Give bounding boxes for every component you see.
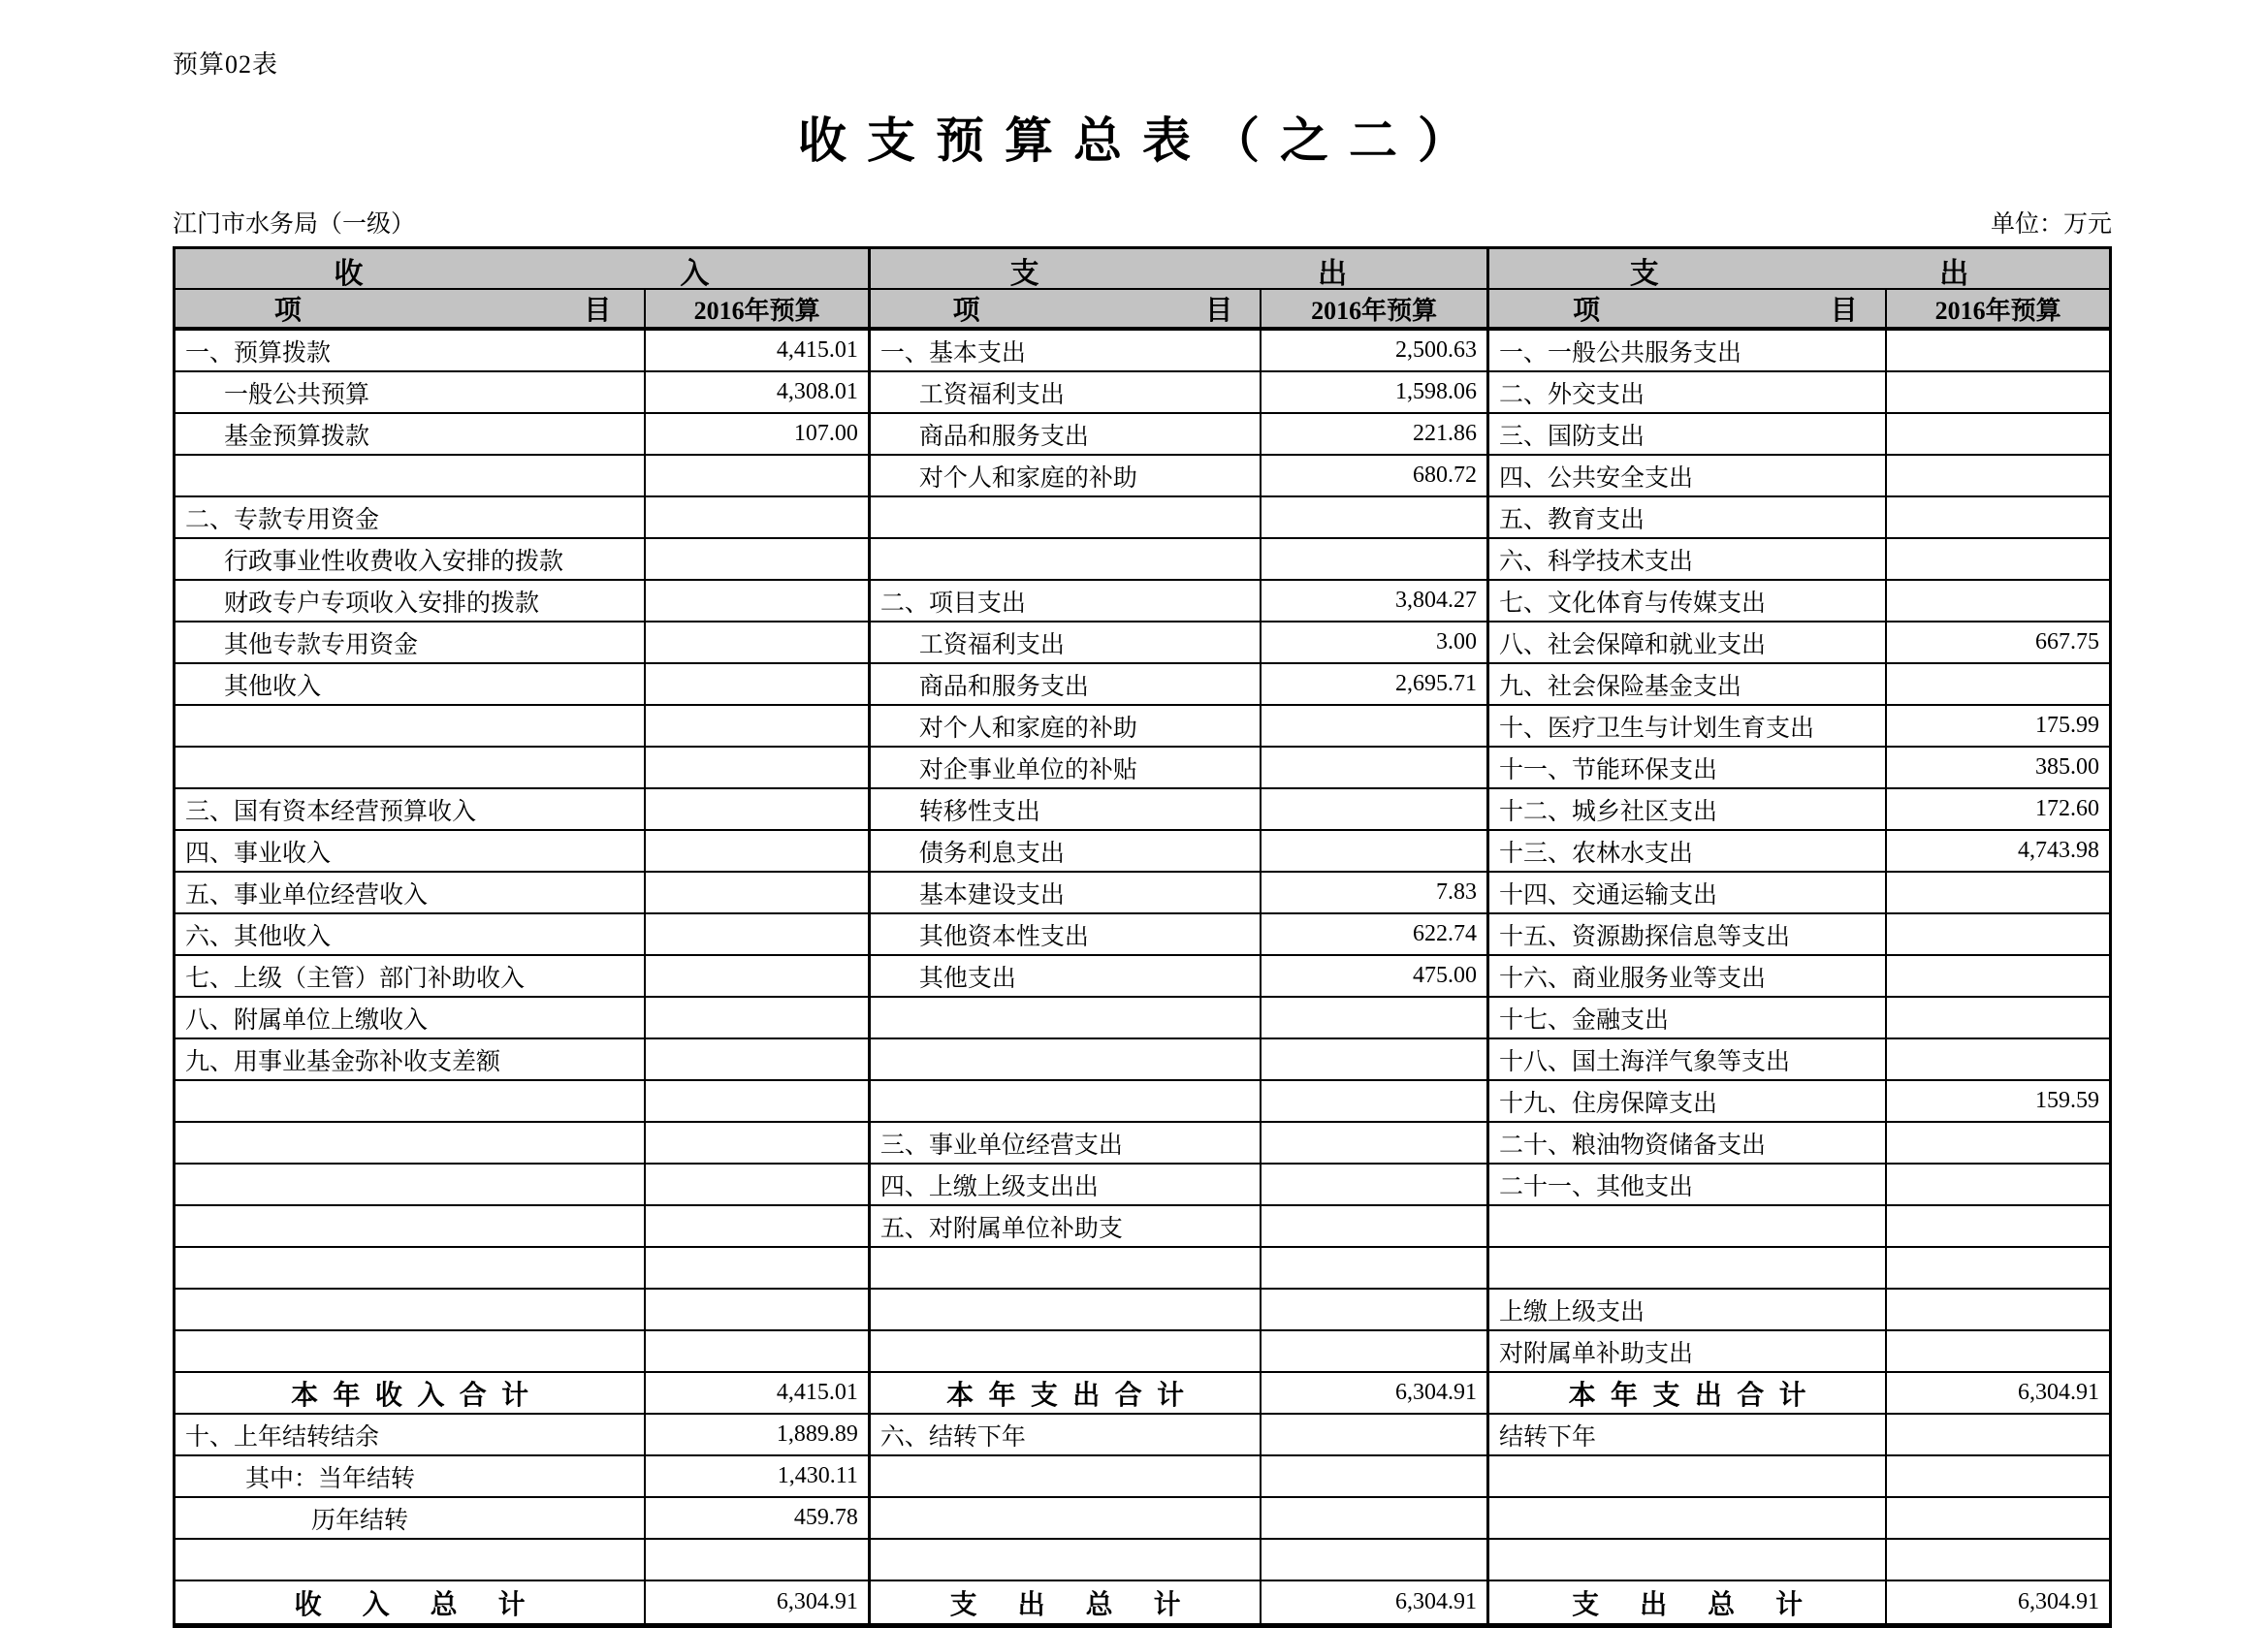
item-cell (176, 706, 646, 746)
item-cell: 七、上级（主管）部门补助收入 (176, 956, 646, 996)
item-cell: 六、其他收入 (176, 914, 646, 954)
item-cell: 一般公共预算 (176, 372, 646, 412)
table-row (176, 789, 2109, 831)
value-cell: 6,304.91 (1262, 1373, 1489, 1413)
item-cell: 支出总计 (871, 1581, 1262, 1623)
item-cell: 财政专户专项收入安排的拨款 (176, 581, 646, 621)
table-row (176, 664, 2109, 706)
item-cell: 十六、商业服务业等支出 (1489, 956, 1887, 996)
table-row (176, 998, 2109, 1039)
value-cell: 459.78 (646, 1498, 871, 1538)
table-header-group-row (176, 249, 2109, 290)
item-cell: 其中：当年结转 (176, 1456, 646, 1496)
item-cell: 行政事业性收费收入安排的拨款 (176, 539, 646, 579)
item-cell: 商品和服务支出 (871, 664, 1262, 704)
item-cell (1489, 1498, 1887, 1538)
item-cell (176, 1248, 646, 1288)
value-cell (1887, 956, 2109, 996)
value-cell: 1,598.06 (1262, 372, 1489, 412)
item-cell (871, 998, 1262, 1037)
value-cell (646, 831, 871, 871)
table-row (176, 331, 2109, 372)
table-row (176, 372, 2109, 414)
table-row (176, 1581, 2109, 1623)
item-cell: 基本建设支出 (871, 873, 1262, 912)
table-row (176, 414, 2109, 456)
value-cell: 6,304.91 (1262, 1581, 1489, 1623)
value-cell (646, 622, 871, 662)
value-cell (1887, 1039, 2109, 1079)
value-column-header: 2016年预算 (1934, 296, 2061, 325)
item-cell (871, 497, 1262, 537)
org-name: 江门市水务局（一级） (173, 211, 416, 238)
value-cell (1887, 372, 2109, 412)
item-cell (871, 1331, 1262, 1371)
item-cell (176, 748, 646, 787)
item-cell: 十一、节能环保支出 (1489, 748, 1887, 787)
doc-label: 预算02表 (173, 50, 279, 79)
item-cell: 八、社会保障和就业支出 (1489, 622, 1887, 662)
item-column-header (176, 290, 646, 327)
value-cell (1262, 497, 1489, 537)
group-header-cell (1489, 249, 2109, 292)
value-cell (646, 1331, 871, 1371)
item-cell: 一、预算拨款 (176, 331, 646, 370)
table-row (176, 1039, 2109, 1081)
item-cell (176, 1540, 646, 1580)
item-cell (871, 1540, 1262, 1580)
item-header-right: 目 (1830, 296, 1858, 326)
item-cell: 收入总计 (176, 1581, 646, 1623)
table-header-column-row (176, 290, 2109, 331)
value-cell (1262, 998, 1489, 1037)
item-column-header (871, 290, 1262, 327)
item-cell: 四、公共安全支出 (1489, 456, 1887, 495)
value-cell: 175.99 (2034, 713, 2099, 738)
item-cell: 历年结转 (176, 1498, 646, 1538)
value-cell (1887, 873, 2109, 912)
item-cell: 一、基本支出 (871, 331, 1262, 370)
group-label-left: 收 (334, 258, 364, 290)
item-cell: 转移性支出 (871, 789, 1262, 829)
value-cell (1262, 1290, 1489, 1329)
item-column-header (1489, 290, 1887, 327)
item-cell (1489, 1248, 1887, 1288)
table-row (176, 1290, 2109, 1331)
value-cell (646, 706, 871, 746)
item-cell (871, 1290, 1262, 1329)
value-cell (646, 1039, 871, 1079)
item-cell: 十七、金融支出 (1489, 998, 1887, 1037)
table-row (176, 831, 2109, 873)
item-cell: 五、事业单位经营收入 (176, 873, 646, 912)
value-cell (1887, 1165, 2109, 1204)
value-cell (1887, 914, 2109, 954)
item-cell: 十九、住房保障支出 (1489, 1081, 1887, 1121)
value-cell: 4,415.01 (646, 331, 871, 370)
value-cell (646, 664, 871, 704)
value-cell (646, 789, 871, 829)
value-cell: 3,804.27 (1262, 581, 1489, 621)
value-cell (1887, 1248, 2109, 1288)
value-column-header: 2016年预算 (1262, 290, 1489, 327)
value-cell: 385.00 (2034, 754, 2099, 780)
item-cell: 四、事业收入 (176, 831, 646, 871)
table-row (176, 497, 2109, 539)
value-cell (1262, 831, 1489, 871)
table-row (176, 956, 2109, 998)
value-cell (1262, 1248, 1489, 1288)
value-cell (646, 956, 871, 996)
value-cell (1887, 539, 2109, 579)
value-cell (646, 581, 871, 621)
item-cell (176, 1290, 646, 1329)
value-cell: 3.00 (1262, 622, 1489, 662)
table-row (176, 1165, 2109, 1206)
value-cell (1262, 1165, 1489, 1204)
value-cell: 1,889.89 (646, 1415, 871, 1454)
value-cell (1887, 331, 2109, 370)
item-cell: 本年收入合计 (176, 1373, 646, 1413)
value-cell: 6,304.91 (646, 1581, 871, 1623)
value-cell (1262, 1456, 1489, 1496)
budget-table (173, 246, 2112, 1628)
item-cell: 七、文化体育与传媒支出 (1489, 581, 1887, 621)
value-cell (1262, 1081, 1489, 1121)
item-cell: 基金预算拨款 (176, 414, 646, 454)
item-header-right: 目 (584, 296, 612, 326)
value-column-header: 2016年预算 (646, 290, 871, 327)
value-cell: 4,308.01 (646, 372, 871, 412)
value-cell (1262, 1206, 1489, 1246)
value-cell (1262, 1540, 1489, 1580)
value-cell (1887, 1540, 2109, 1580)
value-cell: 2,695.71 (1262, 664, 1489, 704)
item-cell: 十、医疗卫生与计划生育支出 (1489, 706, 1887, 746)
value-cell (646, 1248, 871, 1288)
item-cell: 九、用事业基金弥补收支差额 (176, 1039, 646, 1079)
item-cell (871, 1498, 1262, 1538)
item-cell: 二、外交支出 (1489, 372, 1887, 412)
value-cell (646, 748, 871, 787)
item-cell (176, 1081, 646, 1121)
value-cell (646, 1165, 871, 1204)
item-cell: 二、专款专用资金 (176, 497, 646, 537)
item-cell (871, 539, 1262, 579)
value-cell (1262, 748, 1489, 787)
item-cell (176, 1206, 646, 1246)
value-cell: 1,430.11 (646, 1456, 871, 1496)
table-row (176, 748, 2109, 789)
table-row (176, 1415, 2109, 1456)
value-cell: 2,500.63 (1262, 331, 1489, 370)
group-label-right: 出 (1939, 258, 1969, 290)
value-cell (1887, 497, 2109, 537)
item-cell (176, 1123, 646, 1163)
value-cell: 221.86 (1262, 414, 1489, 454)
value-cell (646, 998, 871, 1037)
value-cell (1887, 414, 2109, 454)
group-label-left: 支 (1629, 258, 1659, 290)
item-cell: 支出总计 (1489, 1581, 1887, 1623)
table-row (176, 1206, 2109, 1248)
item-cell: 本年支出合计 (1489, 1373, 1887, 1413)
item-cell: 六、科学技术支出 (1489, 539, 1887, 579)
value-cell: 475.00 (1262, 956, 1489, 996)
value-cell (646, 539, 871, 579)
value-cell: 7.83 (1262, 873, 1489, 912)
value-cell: 6,304.91 (2017, 1589, 2099, 1614)
item-cell: 六、结转下年 (871, 1415, 1262, 1454)
group-label-left: 支 (1009, 258, 1039, 290)
value-cell: 6,304.91 (2017, 1380, 2099, 1405)
value-cell (1262, 1415, 1489, 1454)
item-cell (1489, 1456, 1887, 1496)
item-cell: 四、上缴上级支出出 (871, 1165, 1262, 1204)
group-header-cell (871, 249, 1489, 292)
value-cell (1887, 1415, 2109, 1454)
item-cell: 八、附属单位上缴收入 (176, 998, 646, 1037)
item-cell: 商品和服务支出 (871, 414, 1262, 454)
item-cell: 十、上年结转结余 (176, 1415, 646, 1454)
item-cell: 工资福利支出 (871, 372, 1262, 412)
item-cell: 十八、国土海洋气象等支出 (1489, 1039, 1887, 1079)
item-cell: 二、项目支出 (871, 581, 1262, 621)
value-cell: 107.00 (646, 414, 871, 454)
item-header-left: 项 (952, 296, 980, 326)
value-cell (1887, 456, 2109, 495)
table-row (176, 1540, 2109, 1581)
item-cell: 本年支出合计 (871, 1373, 1262, 1413)
value-cell (1887, 1456, 2109, 1496)
item-cell: 一、一般公共服务支出 (1489, 331, 1887, 370)
value-cell: 4,743.98 (2017, 838, 2099, 863)
value-cell: 4,415.01 (646, 1373, 871, 1413)
table-row (176, 1456, 2109, 1498)
table-row (176, 1123, 2109, 1165)
table-row (176, 1373, 2109, 1415)
value-cell (1262, 1123, 1489, 1163)
item-cell: 债务利息支出 (871, 831, 1262, 871)
value-cell (1262, 539, 1489, 579)
value-cell: 667.75 (2034, 629, 2099, 654)
item-cell (871, 1039, 1262, 1079)
item-header-left: 项 (273, 296, 302, 326)
item-cell (1489, 1206, 1887, 1246)
table-row (176, 1081, 2109, 1123)
table-row (176, 873, 2109, 914)
item-cell (1489, 1540, 1887, 1580)
item-cell (176, 1165, 646, 1204)
value-cell: 622.74 (1262, 914, 1489, 954)
value-cell (1262, 789, 1489, 829)
value-cell: 159.59 (2034, 1088, 2099, 1113)
value-cell (1887, 581, 2109, 621)
item-cell: 结转下年 (1489, 1415, 1887, 1454)
group-label-right: 出 (1318, 258, 1348, 290)
value-cell (1887, 1123, 2109, 1163)
table-row (176, 1331, 2109, 1373)
item-header-left: 项 (1573, 296, 1601, 326)
value-cell (646, 1206, 871, 1246)
item-cell: 工资福利支出 (871, 622, 1262, 662)
value-cell (646, 1540, 871, 1580)
table-row (176, 581, 2109, 622)
item-cell: 五、对附属单位补助支 (871, 1206, 1262, 1246)
value-cell (646, 497, 871, 537)
value-cell (646, 914, 871, 954)
item-cell: 对个人和家庭的补助 (871, 456, 1262, 495)
value-cell (1887, 998, 2109, 1037)
item-cell (176, 456, 646, 495)
value-cell: 680.72 (1262, 456, 1489, 495)
value-cell (1262, 1039, 1489, 1079)
value-cell (1887, 1290, 2109, 1329)
item-cell: 九、社会保险基金支出 (1489, 664, 1887, 704)
group-label-right: 入 (680, 258, 710, 290)
value-cell (646, 456, 871, 495)
item-cell (871, 1456, 1262, 1496)
item-cell: 对个人和家庭的补助 (871, 706, 1262, 746)
value-cell (646, 1081, 871, 1121)
item-cell: 二十一、其他支出 (1489, 1165, 1887, 1204)
table-row (176, 1248, 2109, 1290)
table-row (176, 914, 2109, 956)
table-row (176, 622, 2109, 664)
item-cell: 其他资本性支出 (871, 914, 1262, 954)
item-cell (871, 1248, 1262, 1288)
item-cell: 对附属单补助支出 (1489, 1331, 1887, 1371)
table-row (176, 706, 2109, 748)
table-row (176, 539, 2109, 581)
item-cell: 对企事业单位的补贴 (871, 748, 1262, 787)
value-cell (1887, 1206, 2109, 1246)
value-cell (1887, 664, 2109, 704)
item-cell: 上缴上级支出 (1489, 1290, 1887, 1329)
group-header-cell (176, 249, 871, 292)
item-cell: 其他专款专用资金 (176, 622, 646, 662)
page-title: 收支预算总表（之二） (798, 113, 1486, 168)
item-cell: 五、教育支出 (1489, 497, 1887, 537)
item-header-right: 目 (1205, 296, 1233, 326)
item-cell: 三、国防支出 (1489, 414, 1887, 454)
table-row (176, 456, 2109, 497)
value-cell (1887, 1331, 2109, 1371)
value-cell (1262, 1331, 1489, 1371)
item-cell: 二十、粮油物资储备支出 (1489, 1123, 1887, 1163)
item-cell: 十五、资源勘探信息等支出 (1489, 914, 1887, 954)
item-cell: 十二、城乡社区支出 (1489, 789, 1887, 829)
value-cell (646, 1290, 871, 1329)
unit-label: 单位：万元 (1990, 211, 2112, 238)
value-cell (646, 873, 871, 912)
item-cell: 十四、交通运输支出 (1489, 873, 1887, 912)
item-cell: 十三、农林水支出 (1489, 831, 1887, 871)
value-cell: 172.60 (2034, 796, 2099, 821)
item-cell: 其他收入 (176, 664, 646, 704)
item-cell (871, 1081, 1262, 1121)
value-cell (1887, 1498, 2109, 1538)
item-cell: 其他支出 (871, 956, 1262, 996)
meta-row (173, 205, 2112, 239)
item-cell: 三、国有资本经营预算收入 (176, 789, 646, 829)
item-cell: 三、事业单位经营支出 (871, 1123, 1262, 1163)
item-cell (176, 1331, 646, 1371)
value-cell (1262, 1498, 1489, 1538)
value-cell (1262, 706, 1489, 746)
value-cell (646, 1123, 871, 1163)
table-row (176, 1498, 2109, 1540)
